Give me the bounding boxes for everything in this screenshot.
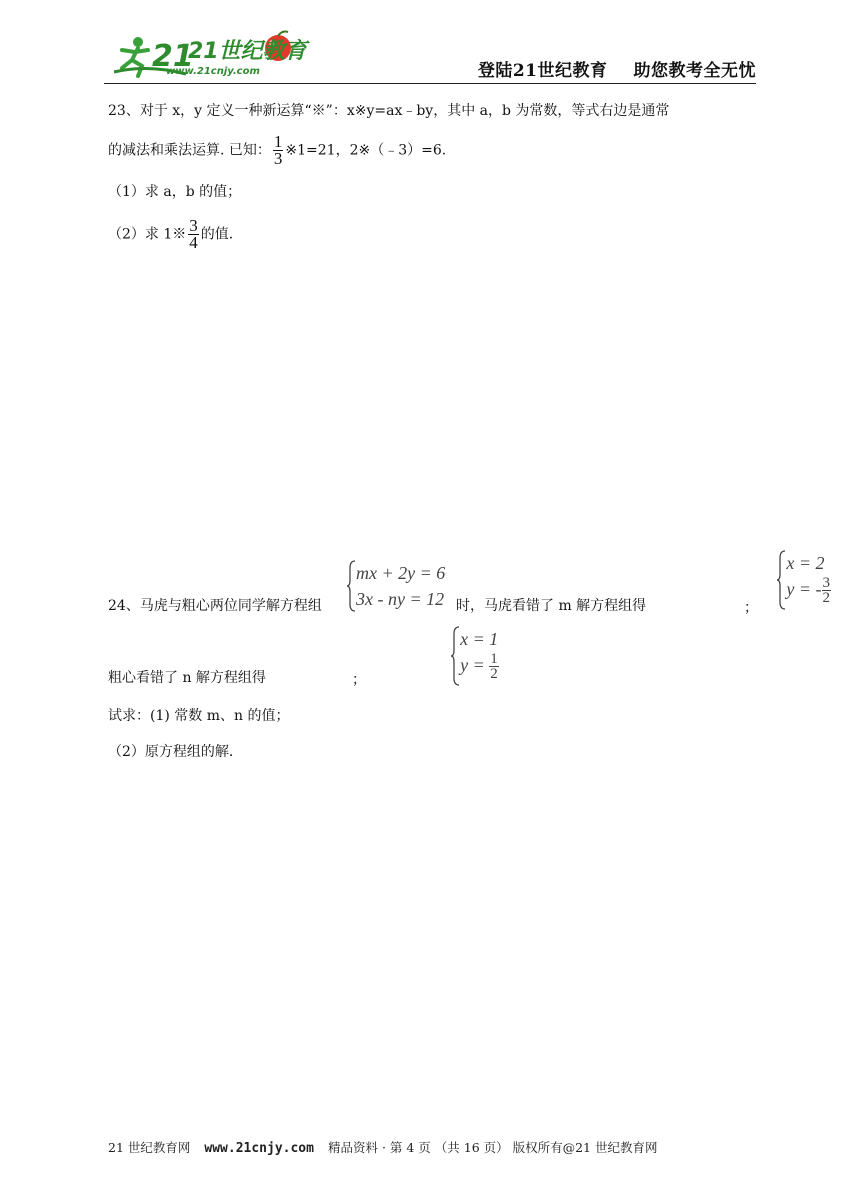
q24-ask2: （2）原方程组的解. (108, 744, 234, 760)
solution-2-y-prefix: y = (460, 655, 485, 675)
q24-line2-end: ； (352, 672, 366, 688)
svg-text:21: 21 (152, 39, 194, 74)
logo (108, 28, 308, 80)
q24-line1-middle: 时，马虎看错了 m 解方程组得 (456, 598, 647, 614)
brace-icon (346, 560, 356, 612)
fraction-numerator: 3 (189, 216, 198, 235)
solution-2-fraction (489, 652, 499, 681)
q23-part1: （1）求 a，b 的值； (108, 184, 242, 200)
fraction-numerator: 1 (273, 132, 283, 151)
q24-line1-label: 24、马虎与粗心两位同学解方程组 (108, 598, 322, 614)
q24-line1-end: ； (744, 600, 758, 616)
brace-icon (776, 550, 786, 610)
fraction-numerator: 3 (822, 575, 831, 592)
slogan-right: 助您教考全无忧 (633, 61, 756, 81)
fraction-numerator: 1 (490, 651, 498, 668)
q23-part2-prefix: （2）求 1※ (108, 226, 187, 243)
q23-line2-suffix: ※1=21，2※（﹣3）=6. (285, 142, 447, 159)
fraction-denominator: 2 (822, 590, 831, 607)
footer-site-link[interactable]: www.21cnjy.com (204, 1141, 314, 1156)
solution-2-row-y (460, 652, 499, 681)
slogan-left: 登陆21世纪教育 (477, 61, 608, 81)
q24-equation-system (346, 560, 445, 612)
q23-line1: 23、对于 x，y 定义一种新运算“※”：x※y=ax﹣by，其中 a，b 为常数，等式右边是通常 (108, 103, 670, 119)
page-footer (108, 1138, 657, 1156)
q24-ask1: 试求：(1) 常数 m、n 的值； (108, 708, 290, 724)
solution-1-row-x: x = 2 (786, 553, 825, 573)
fraction-denominator: 3 (273, 149, 283, 168)
logo-text: 21世纪教育 (188, 39, 307, 64)
q23-fraction-2 (188, 218, 199, 251)
header-slogan (478, 56, 756, 81)
q23-line2 (108, 134, 446, 167)
logo-url: www.21cnjy.com (166, 66, 260, 77)
header-divider (104, 83, 756, 84)
footer-org: 21 世纪教育网 (108, 1140, 191, 1155)
solution-2-row-x: x = 1 (460, 629, 499, 649)
q24-solution-1 (776, 550, 831, 605)
q24-line2-label: 粗心看错了 n 解方程组得 (108, 670, 266, 686)
fraction-denominator: 4 (189, 233, 198, 252)
q24-solution-2 (450, 626, 499, 681)
solution-1-row-y (786, 576, 831, 605)
equation-row-1: mx + 2y = 6 (356, 562, 446, 583)
solution-1-y-prefix: y = - (786, 579, 822, 599)
q23-part2 (108, 218, 233, 251)
q23-part2-suffix: 的值. (200, 226, 234, 243)
fraction-denominator: 2 (490, 666, 498, 683)
solution-1-fraction (822, 576, 832, 605)
q23-line2-prefix: 的减法和乘法运算. 已知： (108, 142, 271, 159)
footer-info: 精品资料 · 第 4 页 （共 16 页） 版权所有@21 世纪教育网 (327, 1140, 658, 1155)
q23-fraction-1 (273, 134, 284, 167)
equation-row-2: 3x - ny = 12 (356, 588, 445, 609)
brace-icon (450, 626, 460, 686)
